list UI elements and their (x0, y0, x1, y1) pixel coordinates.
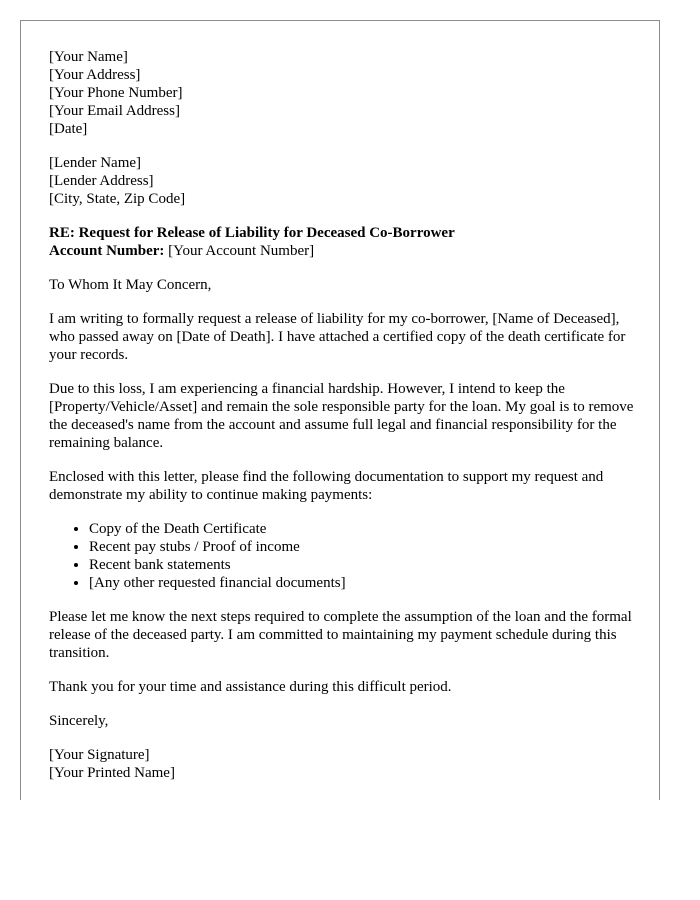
lender-address: [Lender Address] (49, 173, 154, 189)
account-number-value: [Your Account Number] (164, 243, 315, 259)
sender-name: [Your Name] (49, 49, 128, 65)
closing-paragraph-2: Thank you for your time and assistance during this difficult period. (49, 679, 452, 695)
subject-block (49, 224, 639, 260)
list-item: • Copy of the Death Certificate (89, 520, 639, 538)
documents-list (49, 520, 639, 592)
signature-block (49, 746, 639, 782)
sender-block (49, 48, 639, 138)
list-item: • Recent bank statements (89, 556, 639, 574)
list-item: • Recent pay stubs / Proof of income (89, 538, 639, 556)
recipient-block (49, 154, 639, 208)
body-paragraph-3: Enclosed with this letter, please find the following documentation to support my request and demonstrate my ability to continue making payments: (49, 469, 604, 503)
lender-name: [Lender Name] (49, 155, 142, 171)
list-item: • [Any other requested financial documents] (89, 574, 639, 592)
account-number-line (49, 242, 639, 260)
body-paragraph-2: Due to this loss, I am experiencing a financial hardship. However, I intend to keep the [Property/Vehicle/Asset] and remain the sole responsible party for the loan. My goal is to remove the deceased's name from the account and assume full legal and financial responsibility for the remaining balance. (49, 381, 634, 451)
closing-paragraph-1: Please let me know the next steps required to complete the assumption of the loan and the formal release of the deceased party. I am committed to maintaining my payment schedule during this transition. (49, 609, 632, 661)
printed-name: [Your Printed Name] (49, 765, 175, 781)
signoff: Sincerely, (49, 713, 109, 729)
signature-placeholder: [Your Signature] (49, 747, 150, 763)
letter-date: [Date] (49, 121, 88, 137)
letter-page (20, 20, 660, 800)
sender-email: [Your Email Address] (49, 103, 180, 119)
salutation: To Whom It May Concern, (49, 277, 212, 293)
lender-city-state-zip: [City, State, Zip Code] (49, 191, 186, 207)
body-paragraph-1: I am writing to formally request a release of liability for my co-borrower, [Name of Deceased], who passed away on [Date of Death]. I have attached a certified copy of the death certificate for your records. (49, 311, 626, 363)
letter-content (49, 48, 639, 798)
sender-phone: [Your Phone Number] (49, 85, 183, 101)
sender-address: [Your Address] (49, 67, 141, 83)
subject-line: RE: Request for Release of Liability for Deceased Co-Borrower (49, 225, 455, 241)
account-number-label: Account Number: (49, 243, 165, 259)
